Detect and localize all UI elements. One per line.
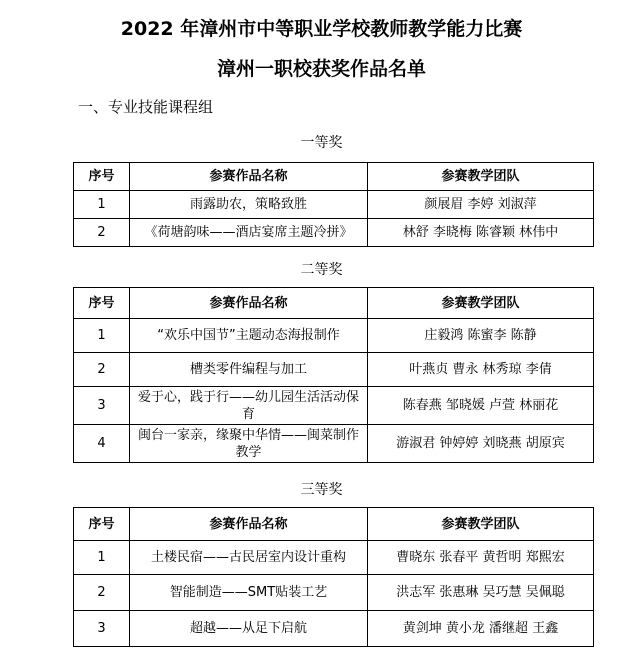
row-no: 1: [74, 319, 130, 353]
row-no: 2: [74, 575, 130, 611]
row-work: 《荷塘韵味——酒店宴席主题冷拼》: [130, 219, 368, 247]
row-team: 陈春燕 邹晓媛 卢萱 林丽花: [368, 387, 594, 425]
table-row: [74, 353, 594, 387]
row-team: 洪志军 张惠琳 吴巧慧 吴佩聪: [368, 575, 594, 611]
award-heading-third: 三等奖: [300, 482, 343, 498]
award-heading-first: 一等奖: [300, 135, 343, 151]
row-work: 闽台一家亲，缘聚中华情——闽菜制作教学: [130, 425, 368, 463]
row-no: 2: [74, 219, 130, 247]
table-row: [74, 425, 594, 463]
table-row: [74, 387, 594, 425]
section-heading: 一、专业技能课程组: [78, 98, 214, 116]
row-no: 1: [74, 191, 130, 219]
header-work: 参赛作品名称: [130, 163, 368, 191]
table-row: [74, 541, 594, 575]
award-table-second: [73, 287, 594, 463]
header-team: 参赛教学团队: [368, 163, 594, 191]
row-work: 土楼民宿——古民居室内设计重构: [130, 541, 368, 575]
award-table-third: [73, 507, 594, 647]
table-row: [74, 611, 594, 647]
row-team: 黄剑坤 黄小龙 潘继超 王鑫: [368, 611, 594, 647]
row-work: “欢乐中国节”主题动态海报制作: [130, 319, 368, 353]
table-header-row: [74, 508, 594, 541]
row-no: 3: [74, 387, 130, 425]
row-work: 智能制造——SMT贴装工艺: [130, 575, 368, 611]
row-no: 2: [74, 353, 130, 387]
document-title: 2022 年漳州市中等职业学校教师教学能力比赛: [120, 18, 523, 40]
row-work: 槽类零件编程与加工: [130, 353, 368, 387]
header-team: 参赛教学团队: [368, 288, 594, 319]
row-team: 叶燕贞 曹永 林秀琼 李倩: [368, 353, 594, 387]
table-header-row: [74, 163, 594, 191]
header-no: 序号: [74, 288, 130, 319]
table-row: [74, 319, 594, 353]
row-work: 雨露助农，策略致胜: [130, 191, 368, 219]
header-no: 序号: [74, 508, 130, 541]
header-no: 序号: [74, 163, 130, 191]
row-no: 1: [74, 541, 130, 575]
document-subtitle: 漳州一职校获奖作品名单: [216, 58, 426, 80]
award-heading-second: 二等奖: [300, 262, 343, 278]
header-work: 参赛作品名称: [130, 508, 368, 541]
row-no: 3: [74, 611, 130, 647]
row-no: 4: [74, 425, 130, 463]
row-work: 超越——从足下启航: [130, 611, 368, 647]
table-header-row: [74, 288, 594, 319]
table-row: [74, 191, 594, 219]
row-team: 曹晓东 张春平 黄哲明 郑熙宏: [368, 541, 594, 575]
table-row: [74, 219, 594, 247]
award-table-first: [73, 162, 594, 247]
row-work: 爱于心，践于行——幼儿园生活活动保育: [130, 387, 368, 425]
row-team: 游淑君 钟婷婷 刘晓燕 胡原宾: [368, 425, 594, 463]
row-team: 颜展眉 李婷 刘淑萍: [368, 191, 594, 219]
header-work: 参赛作品名称: [130, 288, 368, 319]
row-team: 林舒 李晓梅 陈睿颖 林伟中: [368, 219, 594, 247]
table-row: [74, 575, 594, 611]
header-team: 参赛教学团队: [368, 508, 594, 541]
row-team: 庄毅鸿 陈蜜李 陈静: [368, 319, 594, 353]
